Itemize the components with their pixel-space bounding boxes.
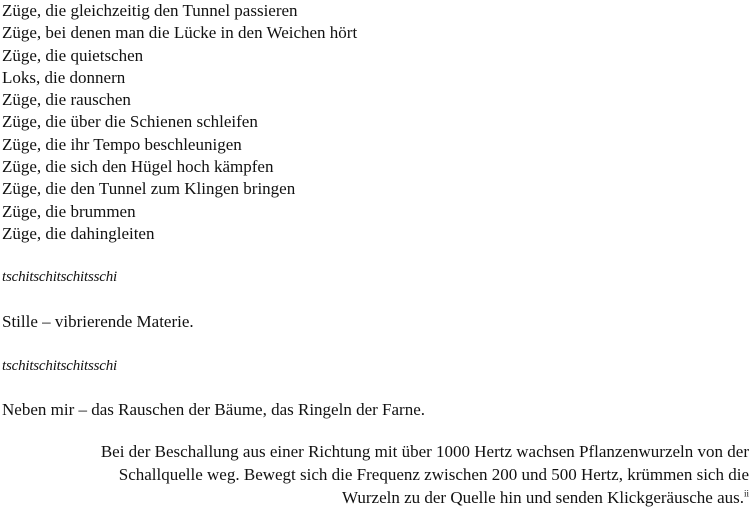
onomatopoeia-line: tschitschitschitsschi <box>2 269 117 285</box>
quote-line: Schallquelle weg. Bewegt sich die Frequenz zwischen 200 und 500 Hertz, krümmen sich die <box>118 465 749 484</box>
poem-line: Züge, die den Tunnel zum Klingen bringen <box>2 179 296 199</box>
poem-line: Züge, die sich den Hügel hoch kämpfen <box>2 157 274 177</box>
quote-line-last <box>20 486 749 509</box>
poem-line: Loks, die donnern <box>2 67 126 87</box>
block-quote <box>20 440 749 509</box>
beside-line: Neben mir – das Rauschen der Bäume, das Ringeln der Farne. <box>2 400 425 419</box>
footnote-marker[interactable]: ii <box>743 488 749 499</box>
poem-line: Züge, die gleichzeitig den Tunnel passieren <box>2 1 298 20</box>
poem-line: Züge, die rauschen <box>2 90 131 110</box>
onomatopoeia-line: tschitschitschitsschi <box>2 358 117 374</box>
quote-line-text: Wurzeln zu der Quelle hin und senden Klickgeräusche aus. <box>342 488 744 507</box>
poem-line: Züge, die über die Schienen schleifen <box>2 112 258 132</box>
quote-line: Bei der Beschallung aus einer Richtung mit über 1000 Hertz wachsen Pflanzenwurzeln von der <box>100 442 749 461</box>
poem-stanza <box>2 0 357 245</box>
poem-line: Züge, die dahingleiten <box>2 223 155 243</box>
poem-line: Züge, die brummen <box>2 201 136 221</box>
poem-line: Züge, die ihr Tempo beschleunigen <box>2 134 242 154</box>
poem-line: Züge, bei denen man die Lücke in den Weichen hört <box>2 23 358 43</box>
poem-line: Züge, die quietschen <box>2 45 144 65</box>
stillness-line: Stille – vibrierende Materie. <box>2 312 194 331</box>
